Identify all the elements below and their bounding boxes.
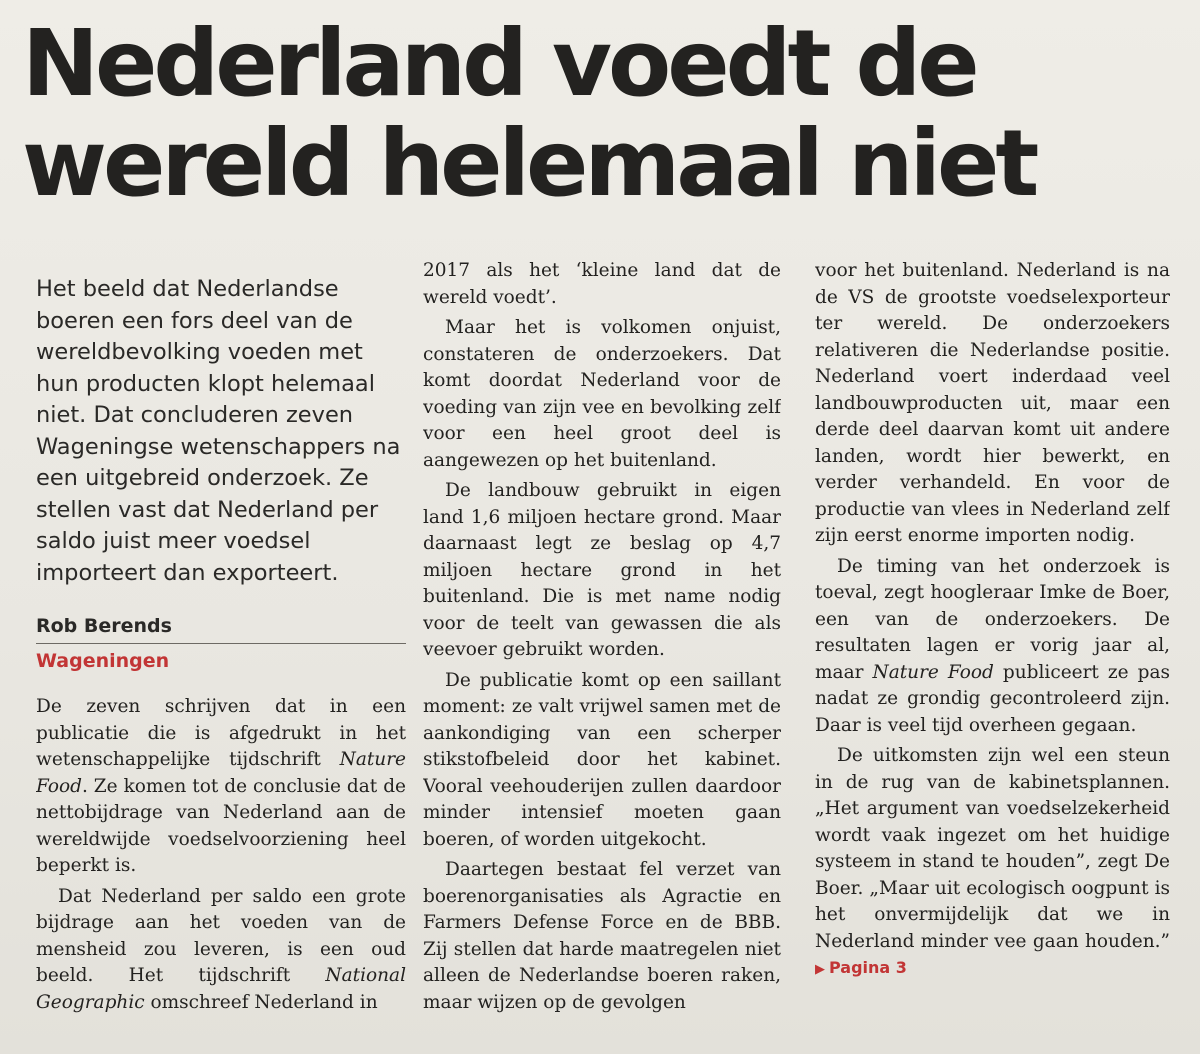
headline-line-2: wereld helemaal niet	[22, 110, 1036, 217]
continued-on-page-link[interactable]	[815, 958, 907, 977]
body-paragraph	[815, 743, 1170, 984]
article-column-3	[815, 258, 1170, 984]
publication-name: National Geographic	[36, 965, 406, 1013]
body-paragraph: voor het buitenland. Nederland is na de VS de grootste voedselexporteur ter wereld. De onderzoekers relativeren die Nederlandse positie. Nederland voert inderdaad veel landbouwproducten uit, maar een derde deel daarvan komt uit andere landen, wordt hier bewerkt, en verder verhandeld. En voor de productie van vlees in Nederland zelf zijn eerst enorme importen nodig.	[815, 260, 1170, 546]
body-paragraph	[815, 554, 1170, 740]
text-run: . Ze komen tot de conclusie dat de nettobijdrage van Nederland aan de wereldwijde voedselvoorziening heel beperkt is.	[36, 775, 406, 876]
body-paragraph: Maar het is volkomen onjuist, constateren de onderzoekers. Dat komt doordat Nederland voor de voeding van zijn vee en bevolking zelf voor een heel groot deel is aangewezen op het buitenland.	[423, 317, 781, 471]
body-paragraph	[36, 694, 406, 880]
text-run: De zeven schrijven dat in een publicatie die is afgedrukt in het wetenschappelijke tijdschrift	[36, 696, 406, 770]
body-paragraph: Daartegen bestaat fel verzet van boerenorganisaties als Agractie en Farmers Defense Force en de BBB. Zij stellen dat harde maatregelen niet alleen de Nederlandse boeren raken, maar wijzen op de gevolgen	[423, 859, 781, 1013]
publication-name: Nature Food	[872, 661, 994, 683]
lead-paragraph: Het beeld dat Nederlandse boeren een fors deel van de wereldbevolking voeden met hun producten klopt helemaal niet. Dat concluderen zeven Wageningse wetenschappers na een uitgebreid onderzoek. Ze stellen vast dat Nederland per saldo juist meer voedsel importeert dan exporteert.	[36, 276, 401, 586]
text-run: publiceert ze pas nadat ze grondig gecontroleerd zijn. Daar is veel tijd overheen gegaan.	[815, 661, 1170, 736]
text-run: De uitkomsten zijn wel een steun in de rug van de kabinetsplannen. „Het argument van voedselzekerheid wordt vaak ingezet om het huidige systeem in stand te houden”, zegt De Boer. „Maar uit ecologisch oogpunt is het onvermijdelijk dat we in Nederland minder vee gaan houden.”	[815, 745, 1170, 952]
text-run: Dat Nederland per saldo een grote bijdrage aan het voeden van de mensheid zou leveren, is een oud beeld. Het tijdschrift	[36, 885, 406, 986]
text-run: omschreef Nederland in	[144, 991, 378, 1013]
article-column-2	[423, 258, 781, 1016]
body-paragraph: De publicatie komt op een saillant moment: ze valt vrijwel samen met de aankondiging van een scherper stikstofbeleid door het kabinet. Vooral veehouderijen zullen daardoor minder intensief moeten gaan boeren, of worden uitgekocht.	[423, 669, 781, 850]
author-byline: Rob Berends	[36, 615, 406, 644]
dateline-location: Wageningen	[36, 650, 170, 672]
headline-line-1: Nederland voedt de	[22, 10, 976, 117]
body-paragraph	[36, 884, 406, 1017]
article-column-1	[36, 258, 406, 1016]
body-paragraph: De landbouw gebruikt in eigen land 1,6 miljoen hectare grond. Maar daarnaast legt ze beslag op 4,7 miljoen hectare grond in het buitenland. Die is met name nodig voor de teelt van gewassen die als veevoer gebruikt worden.	[423, 480, 781, 660]
body-paragraph: 2017 als het ‘kleine land dat de wereld voedt’.	[423, 260, 781, 308]
text-run: De timing van het onderzoek is toeval, zegt hoogleraar Imke de Boer, een van de onderzoekers. De resultaten lagen er vorig jaar al, maar	[815, 555, 1170, 683]
headline	[22, 10, 1182, 217]
arrow-right-icon: ▶	[815, 962, 825, 977]
publication-name: Nature Food	[36, 749, 406, 797]
continued-page-label: Pagina 3	[829, 958, 907, 977]
